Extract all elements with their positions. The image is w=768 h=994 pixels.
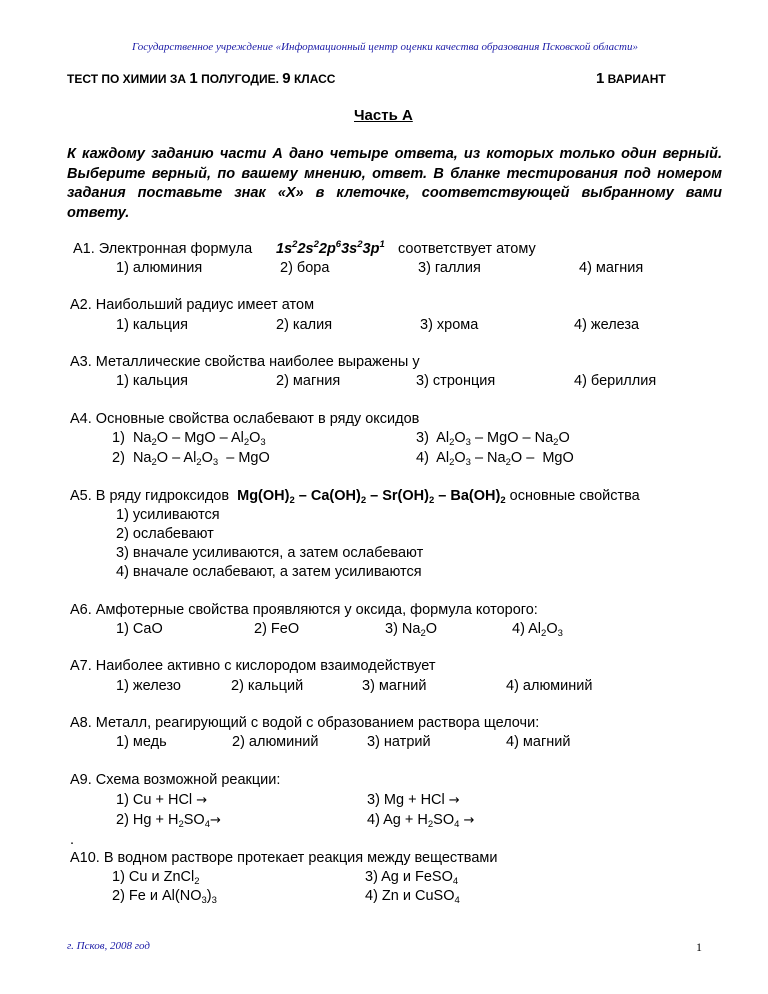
- a8-option-1[interactable]: 1) медь: [116, 734, 167, 750]
- a8-option-4[interactable]: 4) магний: [506, 734, 571, 750]
- a6-option-2[interactable]: 2) FeO: [254, 621, 300, 637]
- arrow-icon: →: [210, 813, 221, 828]
- test-title-post: КЛАСС: [290, 72, 336, 86]
- a4-option-4[interactable]: 4) $Al_2O_3 - Na_2O$ – MgO: [416, 450, 574, 468]
- a8-option-2[interactable]: 2) алюминий: [232, 734, 319, 750]
- variant-num: 1: [596, 70, 605, 87]
- test-title-mid: ПОЛУГОДИЕ.: [197, 72, 283, 86]
- stray-dot: .: [70, 832, 75, 848]
- question-a3: А3. Металлические свойства наиболее выражены у: [70, 354, 420, 370]
- a2-option-2[interactable]: 2) калия: [276, 317, 333, 333]
- arrow-icon: →: [463, 813, 475, 828]
- a9-option-1[interactable]: [116, 792, 207, 808]
- a4-option-2-num: 2): [112, 450, 125, 466]
- question-a1-text: А1. Электронная формула: [73, 241, 253, 257]
- a1-option-1[interactable]: 1) алюминия: [116, 260, 203, 276]
- a10-option-4[interactable]: 4) Zn и CuSO$_4$: [365, 888, 460, 906]
- a10-option-1-text: 1) Cu и ZnCl: [112, 869, 195, 885]
- a10-option-2-text: 2) Fe и Al(NO: [112, 888, 202, 904]
- question-a2: А2. Наибольший радиус имеет атом: [70, 297, 315, 313]
- question-a1: [73, 241, 252, 257]
- hydroxide-series: $Mg(OH)_2 - Ca(OH)_2 - Sr(OH)_2 - Ba(OH)_2$: [237, 488, 506, 506]
- a3-option-2[interactable]: 2) магния: [276, 373, 341, 389]
- a2-option-4[interactable]: 4) железа: [574, 317, 640, 333]
- institution-header: Государственное учреждение «Информационный центр оценки качества образования Псковской области»: [132, 41, 638, 53]
- a1-option-4[interactable]: 4) магния: [579, 260, 644, 276]
- a4-option-2[interactable]: 2) $Na_2O - Al_2O_3$ – MgO: [112, 450, 270, 468]
- a7-option-4[interactable]: 4) алюминий: [506, 678, 593, 694]
- a2-option-3[interactable]: 3) хрома: [420, 317, 479, 333]
- a9-option-4[interactable]: 4) $Ag + H_2SO_4$ →: [367, 812, 475, 830]
- a4-option-1-num: 1): [112, 430, 125, 446]
- a2-option-1[interactable]: 1) кальция: [116, 317, 188, 333]
- question-a4: А4. Основные свойства ослабевают в ряду оксидов: [70, 411, 420, 427]
- electron-formula: $1s^22s^22p^63s^23p^1$: [276, 239, 385, 257]
- a10-option-1[interactable]: 1) Cu и ZnCl$_2$: [112, 869, 200, 887]
- instruction-text: К каждому заданию части А дано четыре ответа, из которых только один верный. Выберите верный, по вашему мнению, ответ. В бланке тестирования под номером задания поставьте знак «Х» в клеточке, соответствующей выбранному вами ответу.: [67, 146, 722, 221]
- question-a10: А10. В водном растворе протекает реакция между веществами: [70, 850, 498, 866]
- a8-option-3[interactable]: 3) натрий: [367, 734, 431, 750]
- question-a8: А8. Металл, реагирующий с водой с образованием раствора щелочи:: [70, 715, 540, 731]
- variant-label: [596, 70, 666, 87]
- question-a5: [70, 488, 640, 506]
- a10-option-4-text: 4) Zn и CuSO: [365, 888, 455, 904]
- a6-option-3-text: 3) Na: [385, 621, 421, 637]
- question-a9: А9. Схема возможной реакции:: [70, 772, 281, 788]
- a6-option-4-text: 4) Al: [512, 621, 542, 637]
- arrow-icon: →: [448, 793, 460, 808]
- question-a1-suffix: соответствует атому: [398, 241, 536, 257]
- a4-option-1[interactable]: 1) $Na_2O$ – MgO – $Al_2O_3$: [112, 430, 266, 448]
- a7-option-2[interactable]: 2) кальций: [231, 678, 304, 694]
- test-title-pre: ТЕСТ ПО ХИМИИ ЗА: [67, 72, 190, 86]
- a5-option-2[interactable]: 2) ослабевают: [116, 526, 214, 542]
- a3-option-3[interactable]: 3) стронция: [416, 373, 496, 389]
- a6-option-1[interactable]: 1) CaO: [116, 621, 163, 637]
- test-title-num: 1: [189, 70, 198, 87]
- footer-place-year: г. Псков, 2008 год: [67, 940, 150, 952]
- a9-option-2[interactable]: 2) $Hg + H_2SO_4\to$: [116, 812, 221, 830]
- a7-option-1[interactable]: 1) железо: [116, 678, 181, 694]
- a7-option-3[interactable]: 3) магний: [362, 678, 427, 694]
- a4-option-4-num: 4): [416, 450, 429, 466]
- part-title: Часть А: [354, 107, 413, 124]
- question-a5-suffix: основные свойства: [509, 488, 640, 504]
- a9-option-4-text: 4) Ag + H: [367, 812, 428, 828]
- a9-option-3-text: 3) Mg + HCl: [367, 792, 445, 808]
- a4-option-3[interactable]: 3) $Al_2O_3$ – MgO – $Na_2O$: [416, 430, 570, 448]
- a6-option-3[interactable]: 3) $Na_2O$: [385, 621, 438, 639]
- page-number: 1: [696, 940, 702, 954]
- a9-option-2-text: 2) Hg + H: [116, 812, 179, 828]
- a9-option-3[interactable]: [367, 792, 460, 808]
- test-title-grade: 9: [282, 70, 291, 87]
- a1-option-3[interactable]: 3) галлия: [418, 260, 481, 276]
- variant-text: ВАРИАНТ: [604, 72, 666, 86]
- a4-option-3-num: 3): [416, 430, 429, 446]
- test-title: [67, 70, 335, 87]
- a1-option-2[interactable]: 2) бора: [280, 260, 330, 276]
- a3-option-4[interactable]: 4) бериллия: [574, 373, 657, 389]
- question-a7: А7. Наиболее активно с кислородом взаимодействует: [70, 658, 436, 674]
- a10-option-3-text: 3) Ag и FeSO: [365, 869, 453, 885]
- a10-option-2[interactable]: 2) Fe и $Al(NO_3)_3$: [112, 888, 217, 906]
- a3-option-1[interactable]: 1) кальция: [116, 373, 188, 389]
- a10-option-3[interactable]: 3) Ag и FeSO$_4$: [365, 869, 459, 887]
- a9-option-1-text: 1) Cu + HCl: [116, 792, 193, 808]
- question-a5-text: А5. В ряду гидроксидов: [70, 488, 230, 504]
- a6-option-4[interactable]: 4) $Al_2O_3$: [512, 621, 563, 639]
- question-a6: А6. Амфотерные свойства проявляются у оксида, формула которого:: [70, 602, 538, 618]
- a5-option-3[interactable]: 3) вначале усиливаются, а затем ослабевают: [116, 545, 424, 561]
- a5-option-4[interactable]: 4) вначале ослабевают, а затем усиливаются: [116, 564, 422, 580]
- a5-option-1[interactable]: 1) усиливаются: [116, 507, 220, 523]
- arrow-icon: →: [196, 793, 208, 808]
